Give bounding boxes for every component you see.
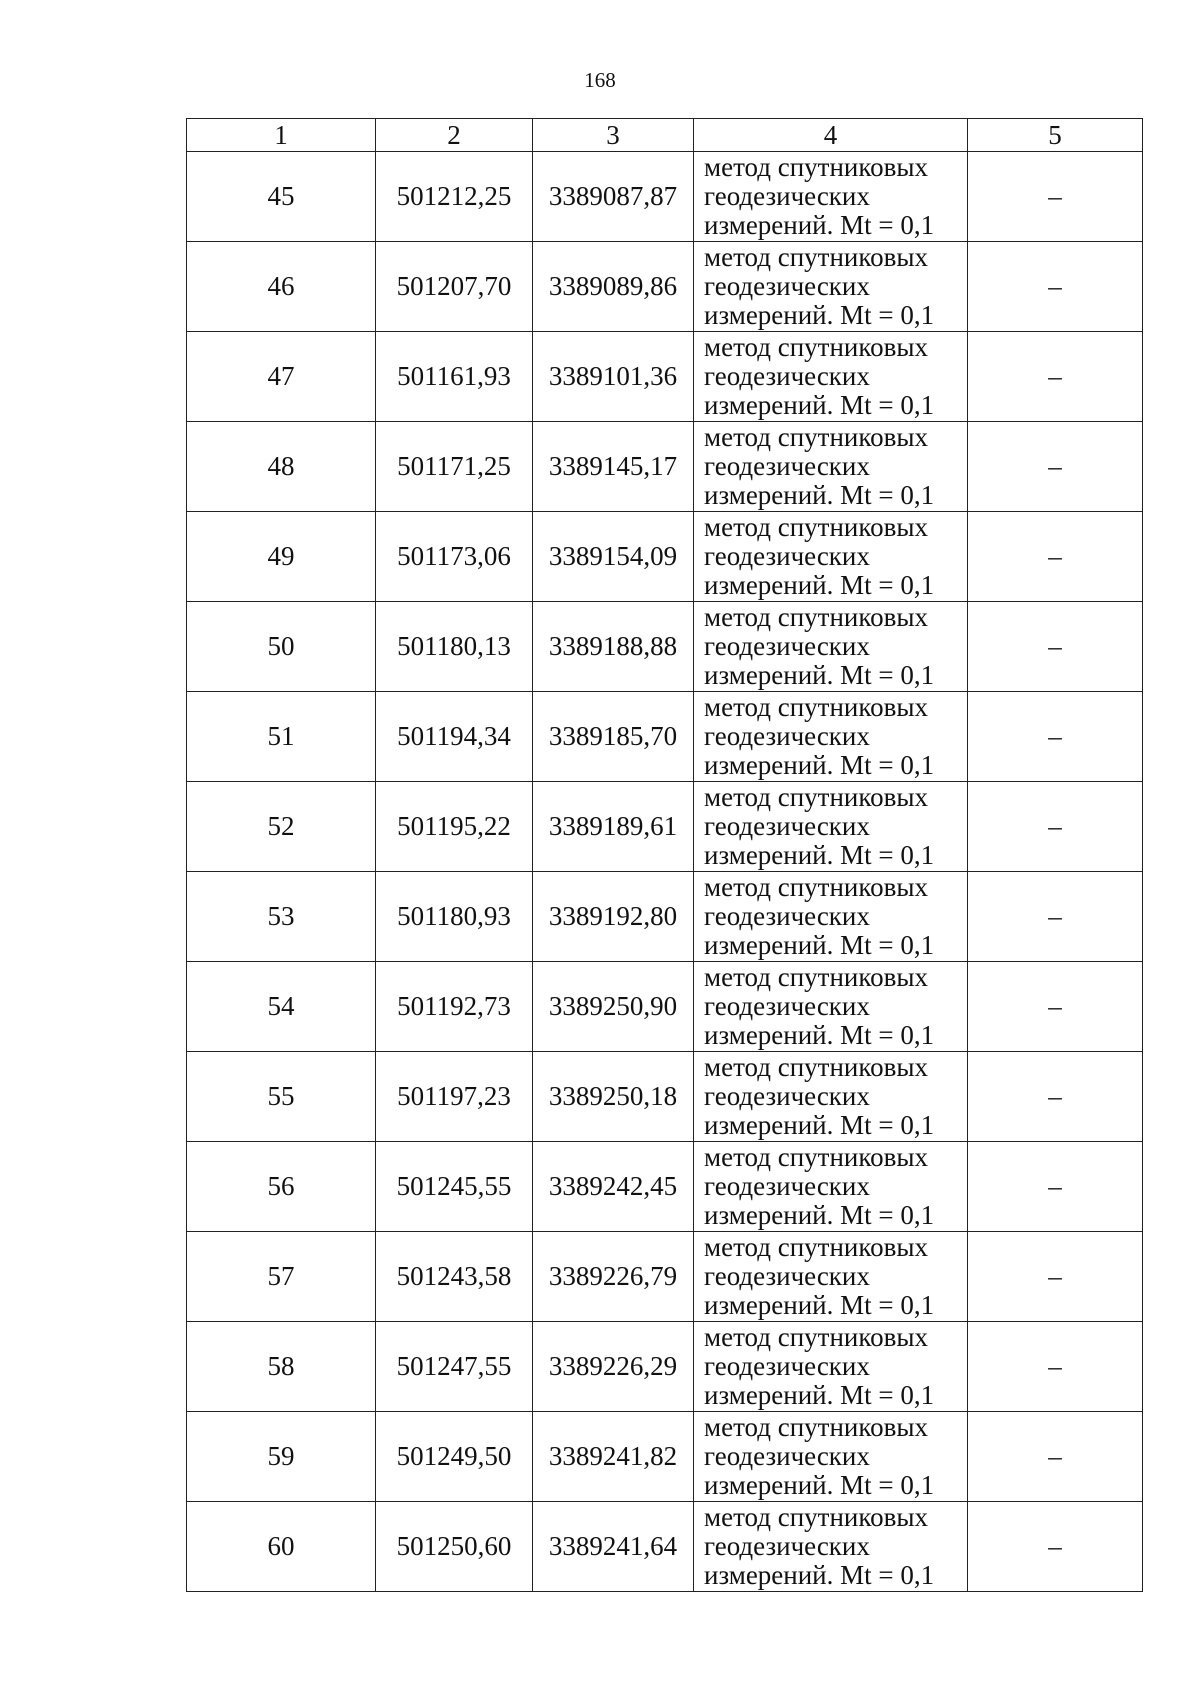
method-line: метод спутниковых <box>704 782 928 812</box>
x-coordinate-cell: 501192,73 <box>376 962 533 1052</box>
method-cell <box>694 872 968 962</box>
method-line: метод спутниковых <box>704 1052 928 1082</box>
method-line: геодезических <box>704 271 870 301</box>
x-coordinate-cell: 501194,34 <box>376 692 533 782</box>
y-coordinate-cell: 3389250,90 <box>533 962 694 1052</box>
y-coordinate-cell: 3389154,09 <box>533 512 694 602</box>
table-row <box>187 1052 1143 1142</box>
y-coordinate-cell: 3389188,88 <box>533 602 694 692</box>
method-line: метод спутниковых <box>704 872 928 902</box>
point-number-cell: 56 <box>187 1142 376 1232</box>
method-cell <box>694 422 968 512</box>
table-row <box>187 332 1143 422</box>
method-cell <box>694 1502 968 1592</box>
x-coordinate-cell: 501173,06 <box>376 512 533 602</box>
method-line: метод спутниковых <box>704 332 928 362</box>
method-cell <box>694 1232 968 1322</box>
method-line: геодезических <box>704 1261 870 1291</box>
method-cell <box>694 962 968 1052</box>
header-cell-1: 1 <box>187 119 376 152</box>
point-number-cell: 57 <box>187 1232 376 1322</box>
method-line: геодезических <box>704 721 870 751</box>
method-line: метод спутниковых <box>704 692 928 722</box>
y-coordinate-cell: 3389241,64 <box>533 1502 694 1592</box>
note-cell: – <box>968 512 1143 602</box>
point-number-cell: 47 <box>187 332 376 422</box>
table-row <box>187 242 1143 332</box>
table-row <box>187 962 1143 1052</box>
method-line: метод спутниковых <box>704 602 928 632</box>
note-cell: – <box>968 692 1143 782</box>
method-cell <box>694 1412 968 1502</box>
note-cell: – <box>968 1232 1143 1322</box>
point-number-cell: 58 <box>187 1322 376 1412</box>
method-line: метод спутниковых <box>704 962 928 992</box>
point-number-cell: 48 <box>187 422 376 512</box>
method-line: измерений. Mt = 0,1 <box>704 300 935 330</box>
method-line: измерений. Mt = 0,1 <box>704 1470 935 1500</box>
method-line: измерений. Mt = 0,1 <box>704 1110 935 1140</box>
y-coordinate-cell: 3389250,18 <box>533 1052 694 1142</box>
point-number-cell: 50 <box>187 602 376 692</box>
note-cell: – <box>968 332 1143 422</box>
y-coordinate-cell: 3389101,36 <box>533 332 694 422</box>
method-cell <box>694 332 968 422</box>
note-cell: – <box>968 422 1143 512</box>
table-row <box>187 872 1143 962</box>
note-cell: – <box>968 1412 1143 1502</box>
note-cell: – <box>968 782 1143 872</box>
y-coordinate-cell: 3389087,87 <box>533 152 694 242</box>
table-row <box>187 692 1143 782</box>
point-number-cell: 49 <box>187 512 376 602</box>
method-line: измерений. Mt = 0,1 <box>704 1020 935 1050</box>
method-line: измерений. Mt = 0,1 <box>704 840 935 870</box>
x-coordinate-cell: 501180,93 <box>376 872 533 962</box>
note-cell: – <box>968 242 1143 332</box>
method-line: метод спутниковых <box>704 1142 928 1172</box>
point-number-cell: 46 <box>187 242 376 332</box>
table-row <box>187 1502 1143 1592</box>
method-cell <box>694 152 968 242</box>
point-number-cell: 59 <box>187 1412 376 1502</box>
x-coordinate-cell: 501195,22 <box>376 782 533 872</box>
point-number-cell: 60 <box>187 1502 376 1592</box>
method-line: измерений. Mt = 0,1 <box>704 210 935 240</box>
note-cell: – <box>968 1322 1143 1412</box>
method-cell <box>694 1142 968 1232</box>
method-line: измерений. Mt = 0,1 <box>704 1200 935 1230</box>
method-line: геодезических <box>704 991 870 1021</box>
y-coordinate-cell: 3389226,29 <box>533 1322 694 1412</box>
method-line: метод спутниковых <box>704 422 928 452</box>
table-row <box>187 1412 1143 1502</box>
method-cell <box>694 782 968 872</box>
method-line: измерений. Mt = 0,1 <box>704 1380 935 1410</box>
y-coordinate-cell: 3389145,17 <box>533 422 694 512</box>
method-line: геодезических <box>704 811 870 841</box>
table-row <box>187 782 1143 872</box>
note-cell: – <box>968 1052 1143 1142</box>
x-coordinate-cell: 501207,70 <box>376 242 533 332</box>
method-line: геодезических <box>704 1441 870 1471</box>
page-number: 168 <box>584 68 616 92</box>
y-coordinate-cell: 3389185,70 <box>533 692 694 782</box>
method-line: метод спутниковых <box>704 242 928 272</box>
table-row <box>187 422 1143 512</box>
method-line: измерений. Mt = 0,1 <box>704 570 935 600</box>
note-cell: – <box>968 1142 1143 1232</box>
point-number-cell: 51 <box>187 692 376 782</box>
x-coordinate-cell: 501212,25 <box>376 152 533 242</box>
header-cell-2: 2 <box>376 119 533 152</box>
note-cell: – <box>968 962 1143 1052</box>
method-line: геодезических <box>704 181 870 211</box>
coordinates-table <box>186 118 1143 1592</box>
table-body <box>187 119 1143 1592</box>
table-row <box>187 1232 1143 1322</box>
point-number-cell: 53 <box>187 872 376 962</box>
method-line: метод спутниковых <box>704 1502 928 1532</box>
x-coordinate-cell: 501171,25 <box>376 422 533 512</box>
point-number-cell: 55 <box>187 1052 376 1142</box>
point-number-cell: 52 <box>187 782 376 872</box>
x-coordinate-cell: 501197,23 <box>376 1052 533 1142</box>
y-coordinate-cell: 3389241,82 <box>533 1412 694 1502</box>
table-row <box>187 152 1143 242</box>
note-cell: – <box>968 602 1143 692</box>
table-row <box>187 512 1143 602</box>
method-line: геодезических <box>704 361 870 391</box>
method-cell <box>694 512 968 602</box>
method-cell <box>694 1322 968 1412</box>
x-coordinate-cell: 501249,50 <box>376 1412 533 1502</box>
note-cell: – <box>968 152 1143 242</box>
y-coordinate-cell: 3389192,80 <box>533 872 694 962</box>
method-cell <box>694 242 968 332</box>
header-cell-4: 4 <box>694 119 968 152</box>
method-line: геодезических <box>704 451 870 481</box>
x-coordinate-cell: 501243,58 <box>376 1232 533 1322</box>
method-cell <box>694 602 968 692</box>
method-line: геодезических <box>704 631 870 661</box>
method-line: геодезических <box>704 901 870 931</box>
method-line: измерений. Mt = 0,1 <box>704 480 935 510</box>
note-cell: – <box>968 872 1143 962</box>
method-line: метод спутниковых <box>704 512 928 542</box>
y-coordinate-cell: 3389089,86 <box>533 242 694 332</box>
y-coordinate-cell: 3389226,79 <box>533 1232 694 1322</box>
table-row <box>187 602 1143 692</box>
method-line: метод спутниковых <box>704 1322 928 1352</box>
method-line: метод спутниковых <box>704 1232 928 1262</box>
table-row <box>187 1142 1143 1232</box>
method-line: метод спутниковых <box>704 1412 928 1442</box>
method-line: метод спутниковых <box>704 152 928 182</box>
method-line: измерений. Mt = 0,1 <box>704 1290 935 1320</box>
method-cell <box>694 692 968 782</box>
header-cell-5: 5 <box>968 119 1143 152</box>
point-number-cell: 45 <box>187 152 376 242</box>
method-line: измерений. Mt = 0,1 <box>704 660 935 690</box>
method-line: геодезических <box>704 541 870 571</box>
x-coordinate-cell: 501250,60 <box>376 1502 533 1592</box>
x-coordinate-cell: 501245,55 <box>376 1142 533 1232</box>
table-header-row <box>187 119 1143 152</box>
note-cell: – <box>968 1502 1143 1592</box>
method-line: измерений. Mt = 0,1 <box>704 750 935 780</box>
method-cell <box>694 1052 968 1142</box>
x-coordinate-cell: 501180,13 <box>376 602 533 692</box>
method-line: геодезических <box>704 1351 870 1381</box>
method-line: геодезических <box>704 1171 870 1201</box>
method-line: измерений. Mt = 0,1 <box>704 1560 935 1590</box>
header-cell-3: 3 <box>533 119 694 152</box>
y-coordinate-cell: 3389242,45 <box>533 1142 694 1232</box>
method-line: измерений. Mt = 0,1 <box>704 930 935 960</box>
method-line: геодезических <box>704 1081 870 1111</box>
x-coordinate-cell: 501247,55 <box>376 1322 533 1412</box>
method-line: измерений. Mt = 0,1 <box>704 390 935 420</box>
y-coordinate-cell: 3389189,61 <box>533 782 694 872</box>
table-row <box>187 1322 1143 1412</box>
method-line: геодезических <box>704 1531 870 1561</box>
x-coordinate-cell: 501161,93 <box>376 332 533 422</box>
point-number-cell: 54 <box>187 962 376 1052</box>
